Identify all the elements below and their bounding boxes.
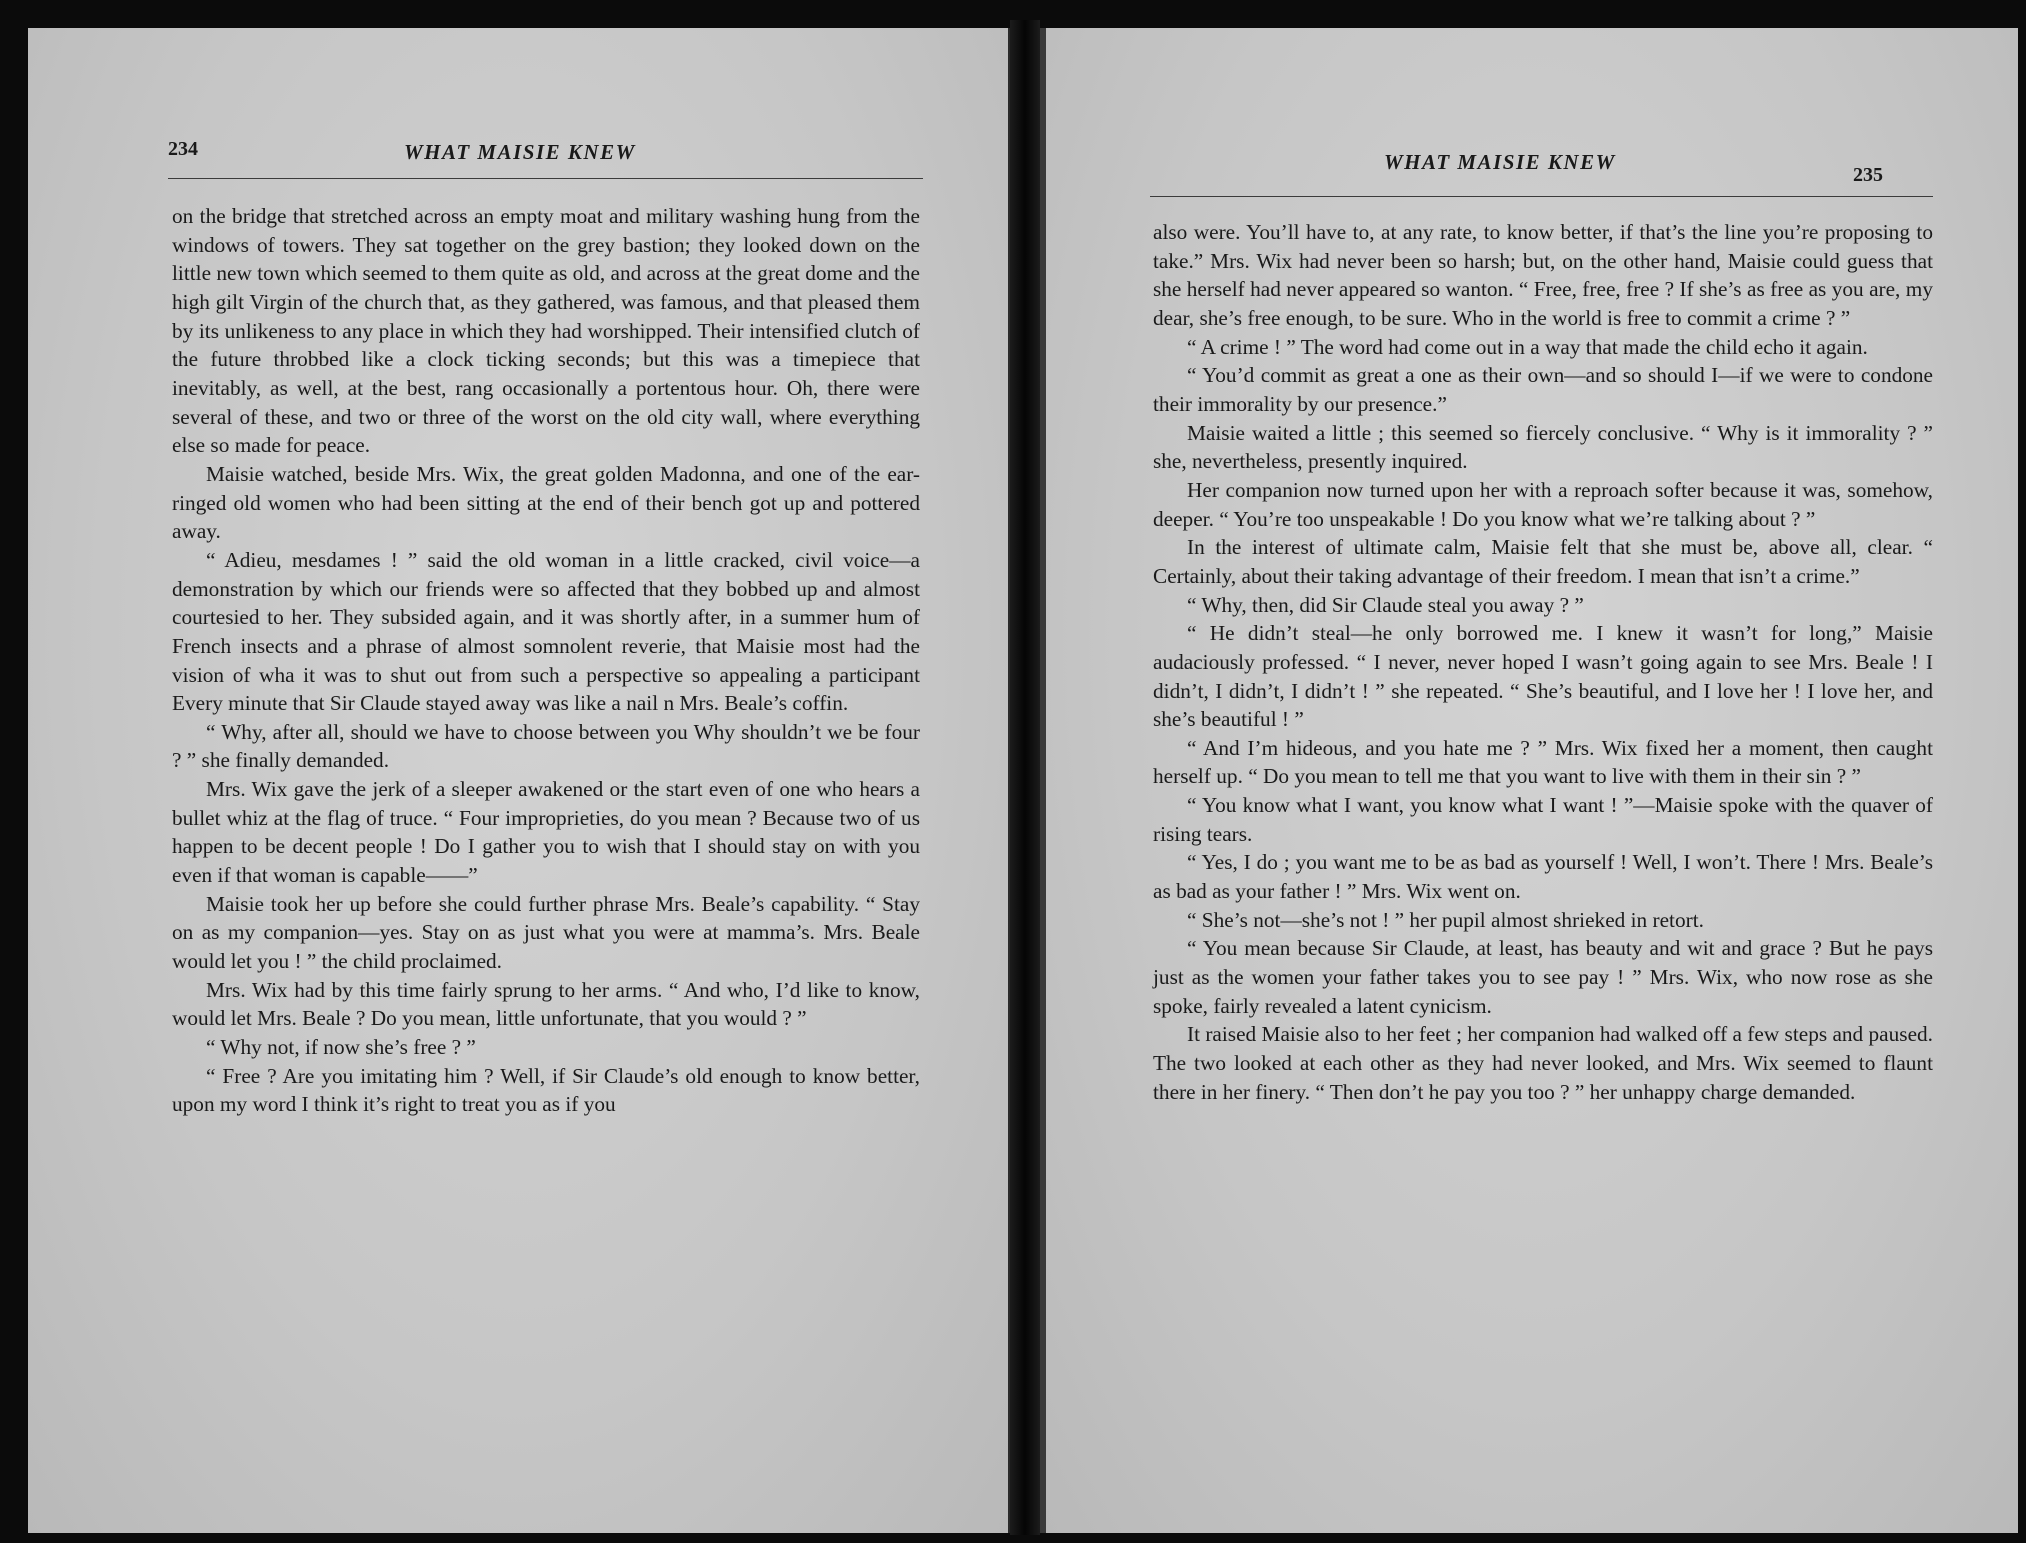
- left-page: [28, 28, 1016, 1533]
- page-number: 235: [1853, 164, 1883, 186]
- paragraph: “ She’s not—she’s not ! ” her pupil almost shrieked in retort.: [1187, 907, 1704, 932]
- paragraph: Maisie watched, beside Mrs. Wix, the great golden Madonna, and one of the ear-ringed old women who had been sitting at the end of their bench got up and pottered away.: [172, 461, 920, 544]
- paragraph: Mrs. Wix had by this time fairly sprung to her arms. “ And who, I’d like to know, would let Mrs. Beale ? Do you mean, little unfortunate, that you would ? ”: [172, 977, 920, 1031]
- paragraph: “ He didn’t steal—he only borrowed me. I knew it wasn’t for long,” Maisie audaciously professed. “ I never, never hoped I wasn’t going again to see Mrs. Beale ! I didn’t, I didn’t, I didn’t ! ” she repeated. “ She’s beautiful, and I love her ! I love her, and she’s beautiful ! ”: [1153, 621, 1933, 732]
- body-text: [1153, 218, 1933, 1106]
- paragraph: “ You’d commit as great a one as their own—and so should I—if we were to condone their immorality by our presence.”: [1153, 363, 1933, 416]
- paragraph: “ Yes, I do ; you want me to be as bad as yourself ! Well, I won’t. There ! Mrs. Beale’s as bad as your father ! ” Mrs. Wix went on.: [1153, 850, 1933, 904]
- paragraph: Mrs. Wix gave the jerk of a sleeper awakened or the start even of one who hears a bullet whiz at the flag of truce. “ Four improprieties, do you mean ? Because two of us happen to be decent people ! Do I gather you to wish that I should stay on with you even if that woman is capable——”: [172, 777, 920, 888]
- running-head: WHAT MAISIE KNEW: [1384, 150, 1616, 174]
- paragraph: “ You mean because Sir Claude, at least, has beauty and wit and grace ? But he pays just as the women your father takes you to see pay ! ” Mrs. Wix, who now rose as she spoke, fairly revealed a latent cynicism.: [1153, 936, 1933, 1018]
- paragraph: “ Free ? Are you imitating him ? Well, if Sir Claude’s old enough to know better, upon my word I think it’s right to treat you as if you: [172, 1063, 920, 1117]
- paragraph: “ Why not, if now she’s free ? ”: [206, 1035, 476, 1060]
- paragraph: Maisie took her up before she could further phrase Mrs. Beale’s capability. “ Stay on as my companion—yes. Stay on as just what you were at mamma’s. Mrs. Beale would let you ! ” the child proclaimed.: [172, 891, 920, 974]
- book-gutter: [1010, 20, 1040, 1535]
- paragraph: “ And I’m hideous, and you hate me ? ” Mrs. Wix fixed her a moment, then caught herself up. “ Do you mean to tell me that you want to live with them in their sin ? ”: [1153, 735, 1933, 789]
- page-number: 234: [168, 138, 198, 160]
- paragraph: In the interest of ultimate calm, Maisie felt that she must be, above all, clear. “ Certainly, about their taking advantage of their freedom. I mean that isn’t a crime.”: [1153, 535, 1933, 588]
- right-page: [1040, 28, 2018, 1533]
- body-text: [172, 202, 920, 1119]
- paragraph: “ Why, after all, should we have to choose between you Why shouldn’t we be four ? ” she finally demanded.: [172, 719, 920, 773]
- paragraph: “ Why, then, did Sir Claude steal you away ? ”: [1187, 592, 1584, 617]
- header-rule: [1150, 196, 1933, 197]
- paragraph: also were. You’ll have to, at any rate, to know better, if that’s the line you’re proposing to take.” Mrs. Wix had never been so harsh; but, on the other hand, Maisie could guess that she herself had never appeared so wanton. “ Free, free, free ? If she’s as free as you are, my dear, she’s free enough, to be sure. Who in the world is free to commit a crime ? ”: [1153, 220, 1933, 330]
- running-head: WHAT MAISIE KNEW: [404, 140, 636, 164]
- paragraph: It raised Maisie also to her feet ; her companion had walked off a few steps and paused. The two looked at each other as they had never looked, and Mrs. Wix seemed to flaunt there in her finery. “ Then don’t he pay you too ? ” her unhappy charge demanded.: [1153, 1022, 1933, 1104]
- paragraph: Maisie waited a little ; this seemed so fiercely conclusive. “ Why is it immorality ? ” she, nevertheless, presently inquired.: [1153, 420, 1933, 474]
- paragraph: on the bridge that stretched across an empty moat and military washing hung from the windows of towers. They sat together on the grey bastion; they looked down on the little new town which seemed to them quite as old, and across at the great dome and the high gilt Virgin of the church that, as they gathered, was famous, and that pleased them by its unlikeness to any place in which they had worshipped. Their intensified clutch of the future throbbed like a clock ticking seconds; but this was a timepiece that inevitably, as well, at the best, rang occasionally a portentous hour. Oh, there were several of these, and two or three of the worst on the old city wall, where everything else so made for peace.: [172, 204, 920, 458]
- paragraph: “ Adieu, mesdames ! ” said the old woman in a little cracked, civil voice—a demonstration by which our friends were so affected that they bobbed up and almost courtesied to her. They subsided again, and it was shortly after, in a summer hum of French insects and a phrase of almost somnolent reverie, that Maisie most had the vision of wha it was to shut out from such a perspective so appealing a participant Every minute that Sir Claude stayed away was like a nail n Mrs. Beale’s coffin.: [172, 547, 920, 716]
- header-rule: [168, 178, 923, 179]
- paragraph: “ You know what I want, you know what I want ! ”—Maisie spoke with the quaver of rising tears.: [1153, 793, 1933, 846]
- paragraph: Her companion now turned upon her with a reproach softer because it was, somehow, deeper. “ You’re too unspeakable ! Do you know what we’re talking about ? ”: [1153, 477, 1933, 531]
- paragraph: “ A crime ! ” The word had come out in a way that made the child echo it again.: [1187, 334, 1868, 359]
